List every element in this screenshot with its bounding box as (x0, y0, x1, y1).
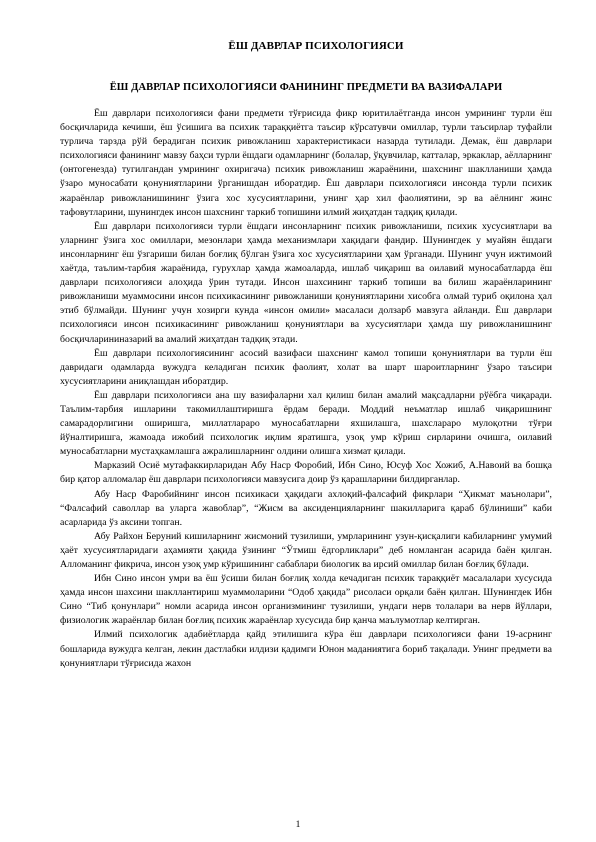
paragraph-9: Илмий психологик адабиётларда қайд этилишига кўра ёш даврлари психологияси фани 19-асрнинг бошларида вужудга келган, лекин дастлабки илдизи қадимги Юнон маданиятига бориб тақалади. Унинг предмети ва қонуниятлари тўғрисида жахон (60, 629, 552, 669)
paragraph-2: Ёш даврлари психологияси турли ёшдаги инсонларнинг психик ривожланиши, психик хусусиятлари ва уларнинг ўзига хос омиллари, мезонлари ҳамда механизмлари хақидаги фандир. Шунингдек у муайян ёшдаги инсонларнинг ёш ўзгариши билан боғлиқ бўлган ўзига хос хусусиятларини ҳам ўрганади. Шунинг учун ижтимоий хаётда, таълим-тарбия жараёнида, гурухлар ҳамда жамоаларда, ишлаб чиқариш ва оилавий муносабатларда ёш даврлари психологияси алоҳида ўрин тутади. Инсон шахсининг таркиб топиши ва билиш жараёнларининг ривожланиши муаммосини инсон психикасининг ривожланиши қонуниятларини хисобга олмай туриб оқилона ҳал этиб бўлмайди. Шунинг учун хозирги кунда «инсон омили» масаласи долзарб мавзуга айланди. Ёш даврлари психологияси инсон психикасининг ривожланиш қонуниятлари ва хусусиятлари ҳамда шу ривожланишнинг босқичларининазарий ва амалий жиҳатдан тадқиқ этади. (60, 220, 552, 345)
paragraph-1: Ёш даврлари психологияси фани предмети тўғрисида фикр юритилаётганда инсон умрининг турли ёш босқичларида кечиши, ёш ўсишига ва психик тараққиётга таъсир кўрсатувчи омиллар, турли таъсирлар туфайли турлича тарзда рўй берадиган психик ривожланиш характеристикаси назарда тутилади. Демак, ёш даврлари психологияси фанининг мавзу баҳси турли ёшдаги одамларнинг (болалар, ўқувчилар, катталар, эркаклар, аёлларнинг (онтогенезда) тугилгандан умрининг охиригача) психик ривожланиш жараёнини, шахснинг шаклланиши ҳамда ўзаро муносабати қонуниятларини ўрганишдан иборатдир. Ёш даврлари психологияси инсонда турли психик жараёнлар ривожланишининг ўзига хос хусусиятларини, унинг ҳар хил фаолиятини, эр ва аёлнинг жинс тафовутларини, шунингдек инсон шахснинг таркиб топишини илмий жиҳатдан тадқиқ қилади. (60, 108, 552, 218)
paragraph-6: Абу Наср Фаробийнинг инсон психикаси ҳақидаги ахлоқий-фалсафий фикрлари “Ҳикмат маънолари”, “Фалсафий саволлар ва уларга жавоблар”, “Жисм ва аксиденцияларнинг шакилларига қараб бўлиниши” каби асарларида ўз аксини топган. (60, 488, 552, 528)
page-number: 1 (295, 820, 301, 830)
paragraph-4: Ёш даврлари психологияси ана шу вазифаларни хал қилиш билан амалий мақсадларни рўёбга чиқаради. Таълим-тарбия ишларини такомиллаштиришга ёрдам беради. Моддий неъматлар ишлаб чиқаришнинг самарадорлигини оширишга, миллатлараро муносабатларни яхшилашга, шахслараро мулоқотни тўғри йўналтиришга, жамоада ижобий психологик иқлим яратишга, узоқ умр кўриш сирларини очишга, оилавий муносабатларни мустаҳкамлашга ажралишларнинг олдини олишга хизмат қилади. (60, 389, 552, 458)
section-heading: ЁШ ДАВРЛАР ПСИХОЛОГИЯСИ ФАНИНИНГ ПРЕДМЕТИ ВА ВАЗИФАЛАРИ (109, 82, 503, 93)
paragraph-8: Ибн Сино инсон умри ва ёш ўсиши билан боғлиқ холда кечадиган психик тараққиёт масалалари хусусида ҳамда инсон шахсини шакллантириш муаммоларини “Одоб ҳақида” рисоласи орқали баён қилган. Шунингдек Ибн Сино “Тиб қонунлари” номли асарида инсон организмининг тузилиши, ундаги нерв толалари ва нерв йўллари, физиологик жараёнлар билан боғлиқ психик жараёнлар хусусида бир қанча маълумотлар келтирган. (60, 573, 552, 627)
page-title: ЁШ ДАВРЛАР ПСИХОЛОГИЯСИ (228, 40, 404, 52)
document-page (60, 40, 552, 671)
paragraph-3: Ёш даврлари психологиясининг асосий вазифаси шахснинг камол топиши қонуниятлари ва турли ёш давридаги одамларда вужудга келадиган психик фаолият, холат ва шарт шароитларнинг ўзаро таъсири хусусиятларини аниқлашдан иборатдир. (60, 347, 552, 387)
paragraph-7: Абу Райхон Беруний кишиларнинг жисмоний тузилиши, умрларининг узун-қисқалиги кабиларнинг умумий ҳаёт хусусиятларидаги аҳамияти ҳақида ўзининг “Ўтмиш ёдгорликлари” деб номланган асарида баён қилган. Алломанинг фикрича, инсон узоқ умр кўришининг сабаблари биологик ва ирсий омиллар билан боғлиқ бўлади. (60, 530, 552, 570)
paragraph-5: Марказий Осиё мутафаккирларидан Абу Наср Форобий, Ибн Сино, Юсуф Хос Хожиб, А.Навоий ва бошқа бир қатор алломалар ёш даврлари психологияси мавзусига доир ўз қарашларини билдирганлар. (60, 460, 552, 486)
